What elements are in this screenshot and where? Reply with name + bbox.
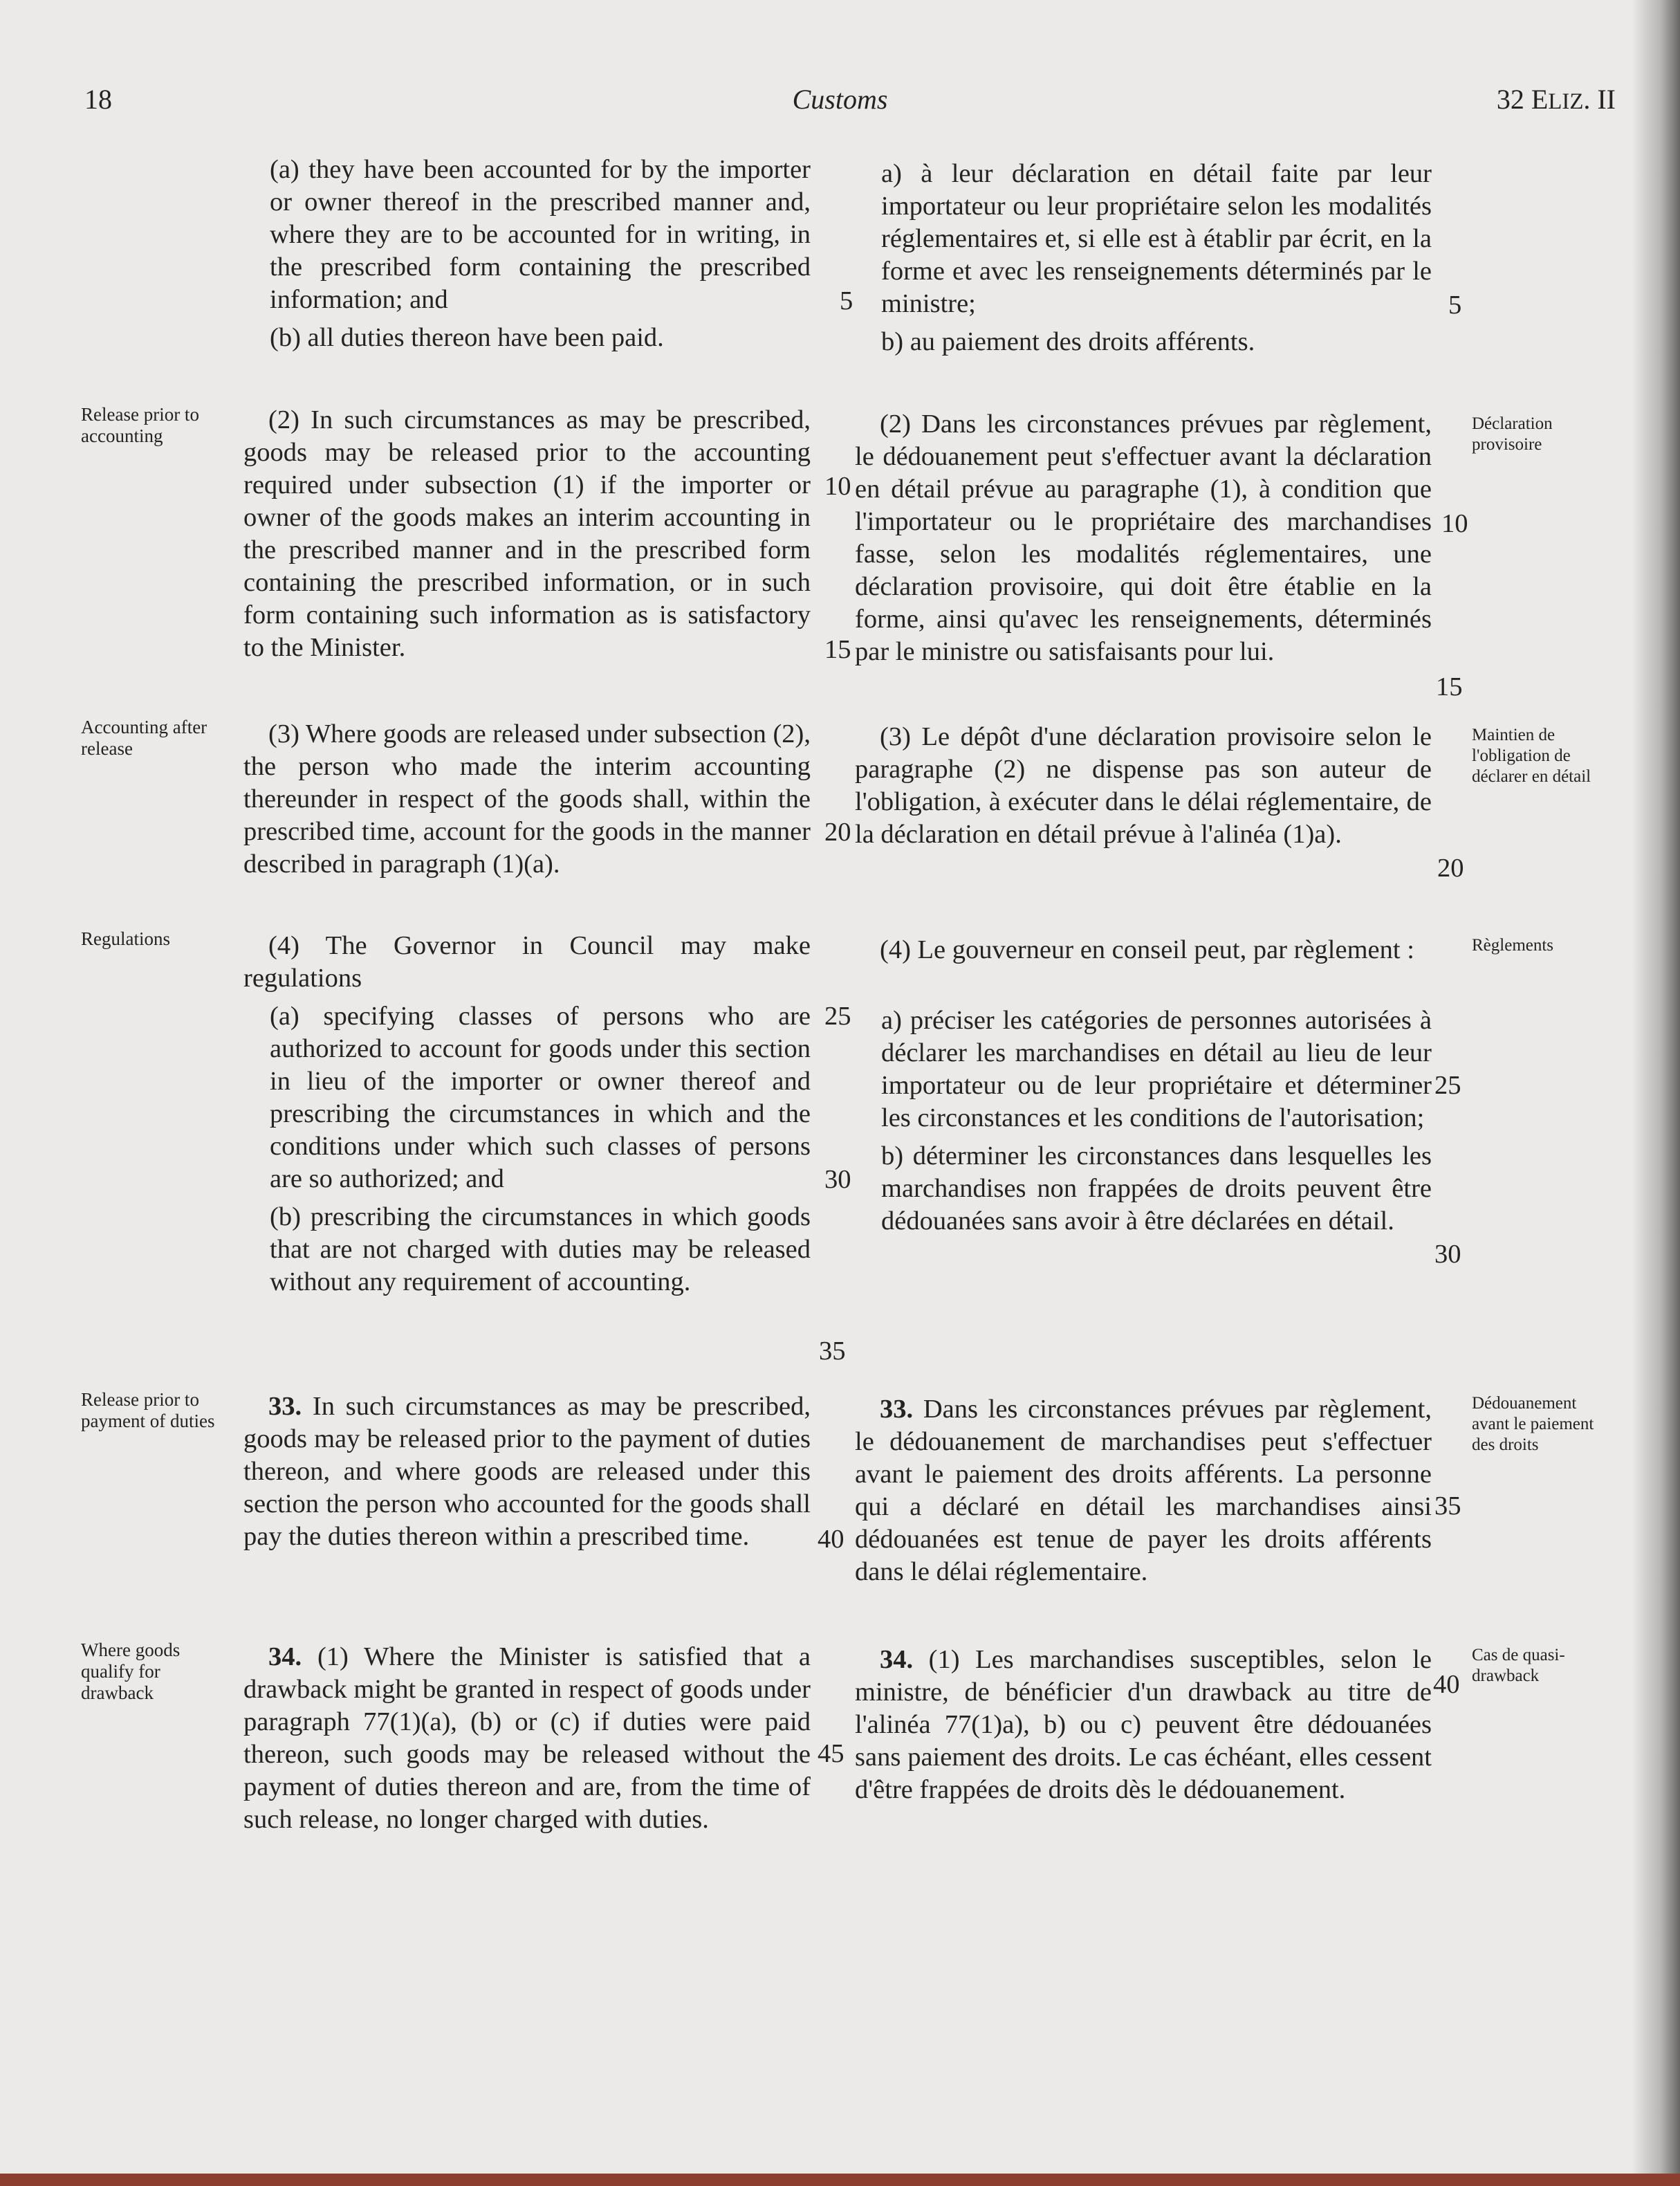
line-number: 15 bbox=[1436, 672, 1463, 701]
en-subsection-3: (3) Where goods are released under subsection (2), the person who made the interim accounting thereunder in respect of the goods shall, within the prescribed time, account for the goods in the manner described in paragraph (1)(a). bbox=[243, 719, 811, 879]
line-number: 40 bbox=[1433, 1670, 1460, 1699]
line-number: 10 bbox=[1441, 509, 1468, 538]
line-number: 35 bbox=[1434, 1491, 1461, 1521]
fr-para-4b: b) déterminer les circonstances dans lesquelles les marchandises non frappées de droits peuvent être dédouanées sans avoir à être déclarées en détail. bbox=[881, 1141, 1432, 1236]
line-number: 30 bbox=[824, 1165, 851, 1194]
margin-note-release-prior: Release prior to accounting bbox=[81, 404, 199, 446]
page-number: 18 bbox=[84, 84, 112, 115]
en-section-33: 33. In such circumstances as may be prescribed, goods may be released prior to the payment of duties thereon, and where goods are released under this section the person who accounted for the goods shall pay the duties thereon within a prescribed time. bbox=[243, 1392, 811, 1551]
line-number: 40 bbox=[818, 1525, 844, 1554]
line-number: 15 bbox=[824, 635, 851, 664]
en-para-1a: (a) they have been accounted for by the importer or owner thereof in the prescribed manner and, where they are to be accounted for in writing, in the prescribed form containing the prescribed information; and bbox=[270, 155, 811, 314]
margin-note-maintien: Maintien de l'obligation de déclarer en détail bbox=[1472, 726, 1591, 786]
page-edge-shadow bbox=[1632, 0, 1680, 2186]
en-para-4b: (b) prescribing the circumstances in which goods that are not charged with duties may be released without any requirement of accounting. bbox=[270, 1202, 811, 1296]
volume-label: 32 ELIZ. II bbox=[1496, 84, 1616, 115]
fr-subsection-4-items bbox=[855, 1004, 1432, 1238]
fr-para-1-items bbox=[855, 158, 1432, 358]
fr-subsection-4: (4) Le gouverneur en conseil peut, par règlement : bbox=[880, 935, 1414, 964]
margin-note-quasi-drawback: Cas de quasi-drawback bbox=[1472, 1646, 1565, 1685]
en-subsection-4: (4) The Governor in Council may make regulations bbox=[243, 931, 811, 993]
en-subsection-4-items bbox=[243, 1000, 811, 1298]
en-subsection-2: (2) In such circumstances as may be prescribed, goods may be released prior to the accounting required under subsection (1) if the importer or owner of the goods makes an interim accounting in the prescribed manner and in the prescribed form containing the prescribed information, or in such form containing such information as is satisfactory to the Minister. bbox=[243, 405, 811, 662]
fr-para-1a: a) à leur déclaration en détail faite par leur importateur ou leur propriétaire selon les modalités réglementaires et, si elle est à établir par écrit, en la forme et avec les renseignements déterminés par le ministre; bbox=[881, 159, 1432, 318]
margin-note-reglements: Règlements bbox=[1472, 936, 1554, 955]
margin-note-declaration: Déclaration provisoire bbox=[1472, 414, 1553, 454]
fr-para-1b: b) au paiement des droits afférents. bbox=[881, 327, 1255, 356]
en-para-1-items bbox=[243, 154, 811, 354]
line-number: 20 bbox=[1437, 854, 1464, 883]
running-title: Customs bbox=[792, 84, 888, 115]
line-number: 10 bbox=[824, 472, 851, 501]
line-number: 45 bbox=[818, 1739, 844, 1768]
en-para-1b: (b) all duties thereon have been paid. bbox=[270, 323, 664, 352]
margin-note-drawback: Where goods qualify for drawback bbox=[81, 1640, 181, 1703]
margin-note-regulations: Regulations bbox=[81, 928, 170, 949]
line-number: 35 bbox=[819, 1337, 846, 1366]
en-para-4a: (a) specifying classes of persons who are authorized to account for goods under this section in lieu of the importer or owner thereof and prescribing the circumstances in which and the conditions under which such classes of persons are so authorized; and bbox=[270, 1002, 811, 1193]
line-number: 20 bbox=[824, 818, 851, 847]
margin-note-release-prior-payment: Release prior to payment of duties bbox=[81, 1389, 215, 1431]
margin-note-accounting-after: Accounting after release bbox=[81, 717, 207, 759]
line-number: 25 bbox=[1434, 1071, 1461, 1100]
scan-edge-strip bbox=[0, 2174, 1680, 2186]
line-number: 30 bbox=[1434, 1240, 1461, 1269]
fr-subsection-2: (2) Dans les circonstances prévues par règlement, le dédouanement peut s'effectuer avant la déclaration en détail prévue au paragraphe (1), à condition que l'importateur ou le propriétaire des marchandises fasse, selon les modalités réglementaires, une déclaration provisoire, qui doit être établie en la forme, ainsi qu'avec les renseignements, déterminés par le ministre ou satisfaisants pour lui. bbox=[855, 410, 1432, 666]
fr-para-4a: a) préciser les catégories de personnes autorisées à déclarer les marchandises en détail au lieu de leur importateur ou de leur propriétaire et déterminer les circonstances et les conditions de l'autorisation; bbox=[881, 1006, 1432, 1132]
margin-note-dedouanement: Dédouanement avant le paiement des droits bbox=[1472, 1394, 1594, 1454]
fr-section-33: 33. Dans les circonstances prévues par règlement, le dédouanement de marchandises peut s'effectuer avant le paiement des droits afférents. La personne qui a déclaré en détail les marchandises ainsi dédouanées est tenue de payer les droits afférents dans le délai réglementaire. bbox=[855, 1395, 1432, 1586]
en-section-34: 34. (1) Where the Minister is satisfied that a drawback might be granted in respect of goods under paragraph 77(1)(a), (b) or (c) if duties were paid thereon, such goods may be released without the payment of duties thereon and are, from the time of such release, no longer charged with duties. bbox=[243, 1642, 811, 1834]
line-number: 25 bbox=[824, 1002, 851, 1031]
line-number: 5 bbox=[1448, 291, 1462, 320]
fr-subsection-3: (3) Le dépôt d'une déclaration provisoire selon le paragraphe (2) ne dispense pas son auteur de l'obligation, à exécuter dans le délai réglementaire, de la déclaration en détail prévue à l'alinéa (1)a). bbox=[855, 722, 1432, 849]
fr-section-34: 34. (1) Les marchandises susceptibles, selon le ministre, de bénéficier d'un drawback au titre de l'alinéa 77(1)a), b) ou c) peuvent être dédouanées sans paiement des droits. Le cas échéant, elles cessent d'être frappées de droits dès le dédouanement. bbox=[855, 1645, 1432, 1804]
line-number: 5 bbox=[840, 286, 853, 315]
